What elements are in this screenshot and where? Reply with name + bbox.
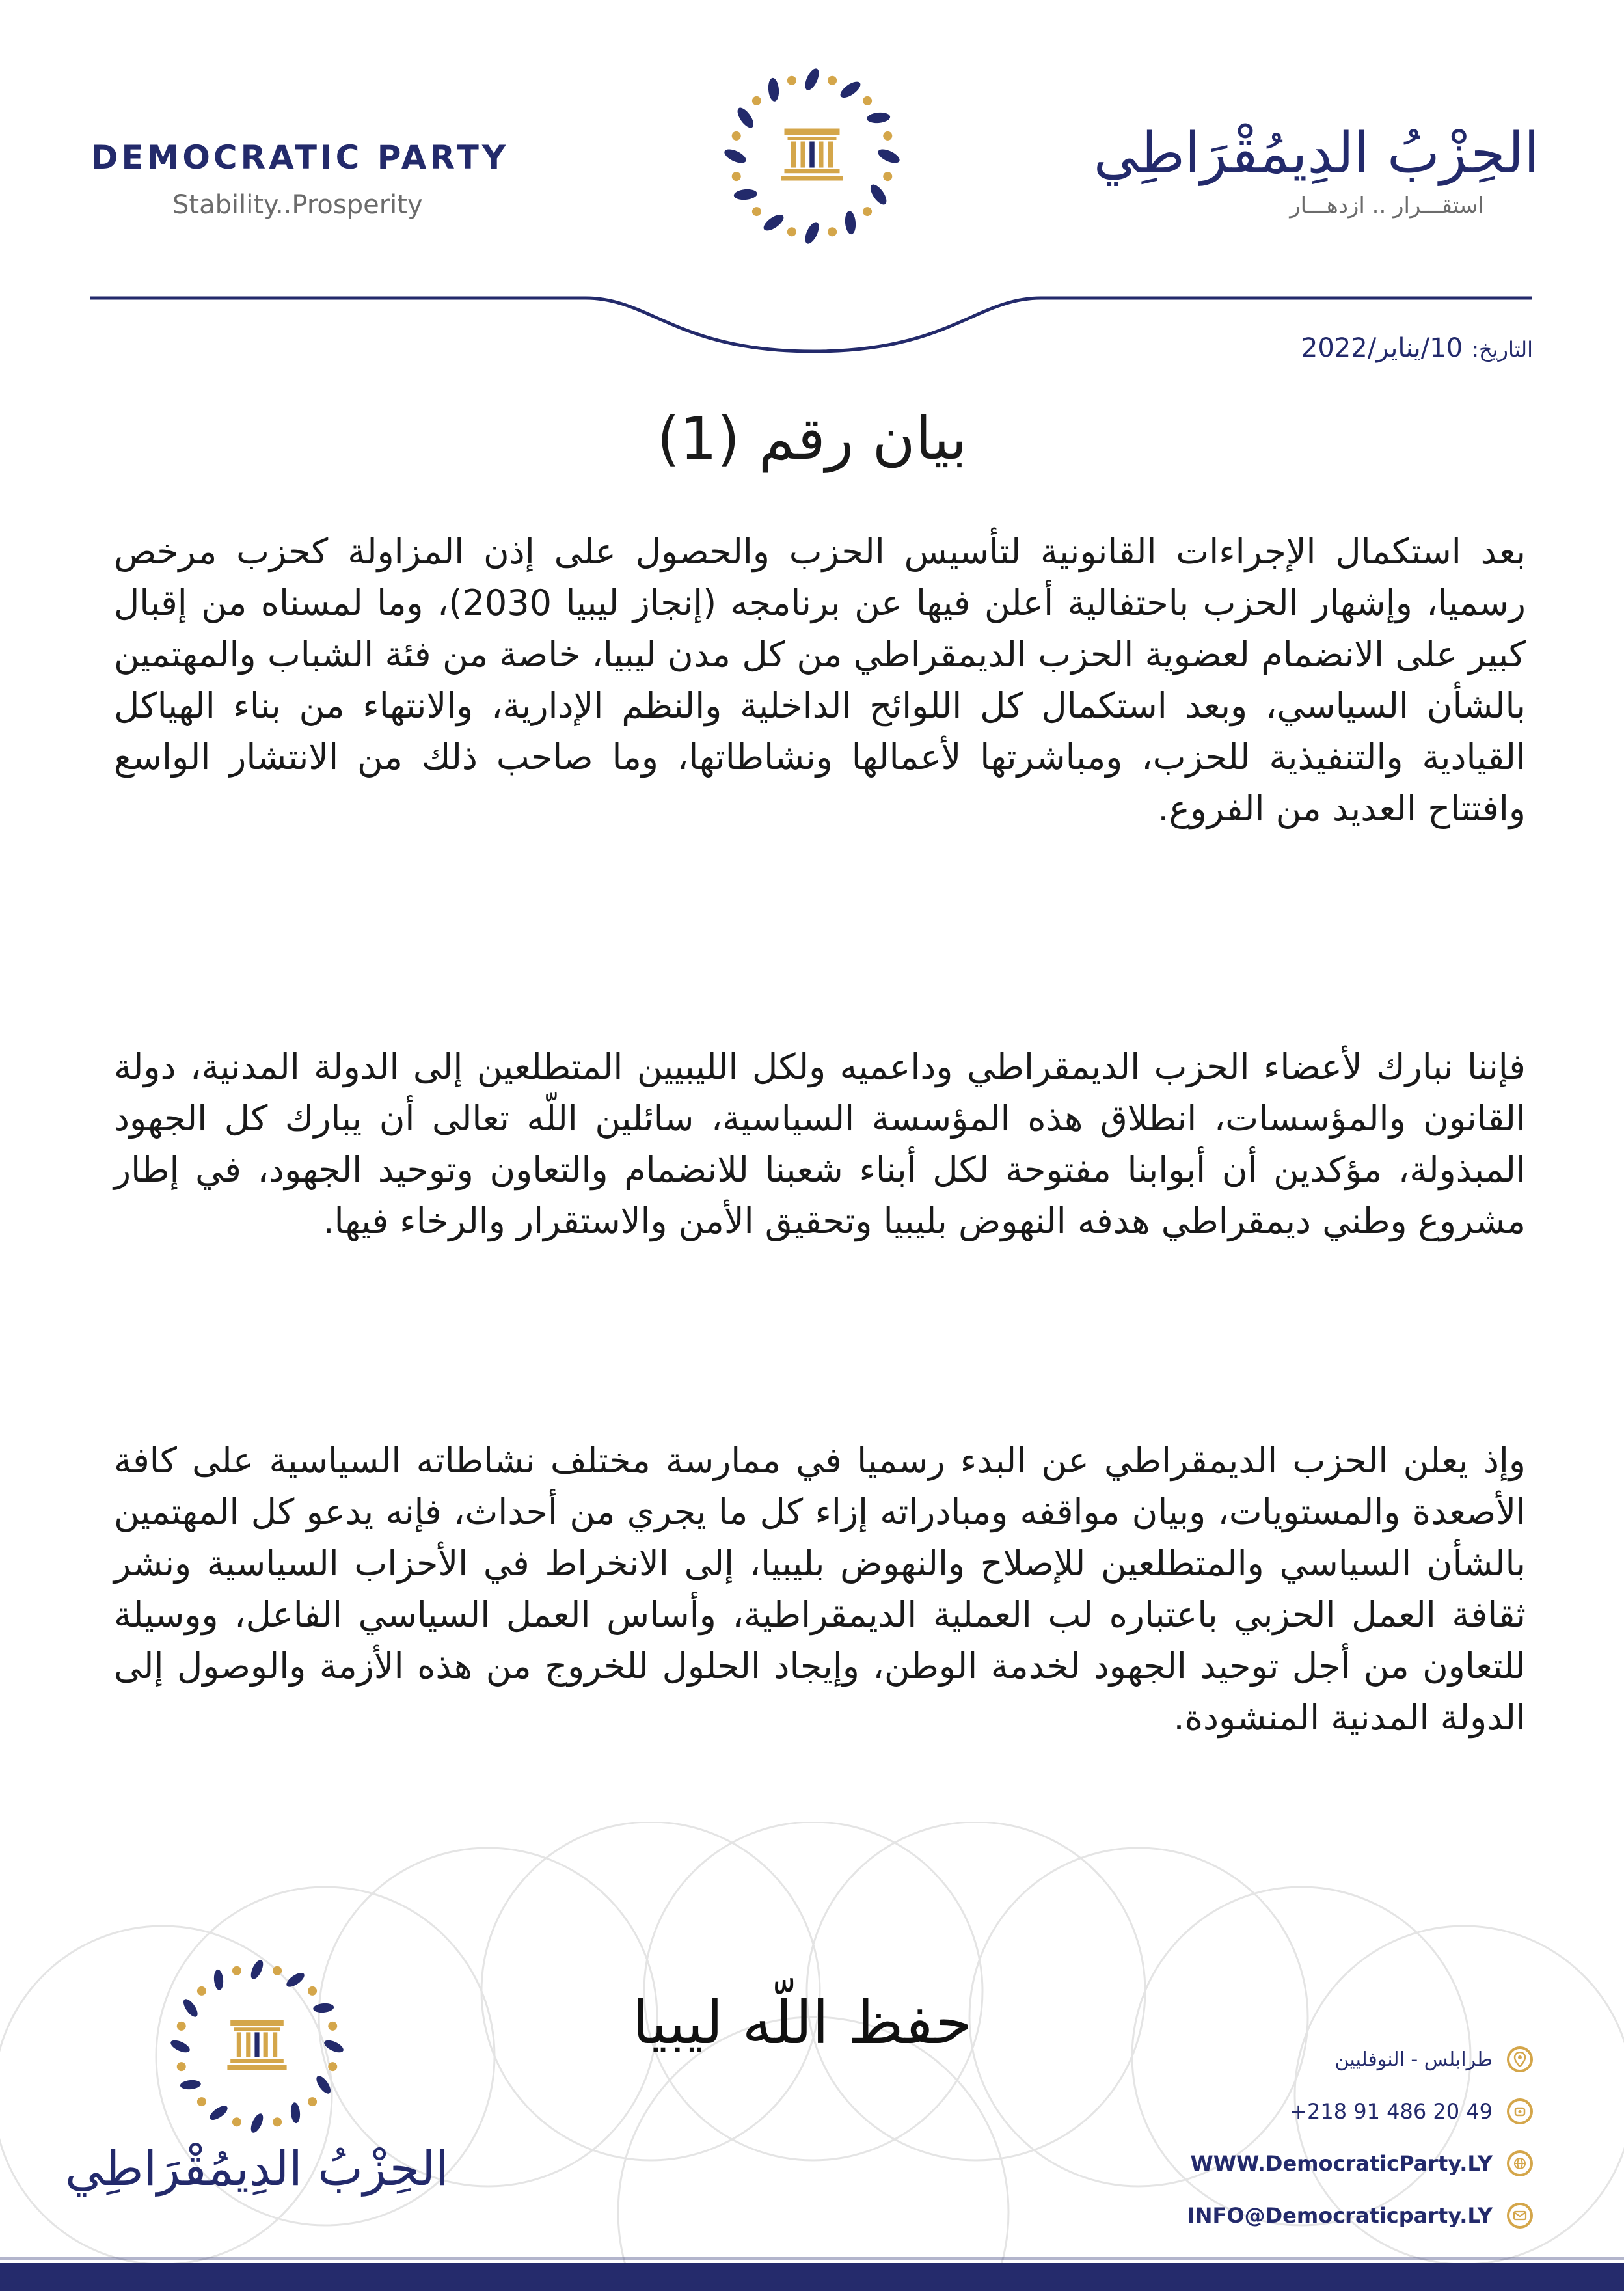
emblem-dot (272, 2117, 283, 2128)
emblem-leaf (838, 79, 863, 101)
emblem-dot (195, 2095, 208, 2108)
location-pin-icon (1507, 2046, 1533, 2072)
emblem-dot (827, 75, 838, 86)
statement-paragraph-1: بعد استكمال الإجراءات القانونية لتأسيس الحزب والحصول على إذن المزاولة كحزب مرخص رسميا، وإشهار الحزب باحتفالية أعلن فيها عن برنامجه (إنجاز ليبيا 2030)، وما لمسناه من إقبال كبير على الانضمام لعضوية الحزب الديمقراطي من كل مدن ليبيا، خاصة من فئة الشباب والمهتمين بالشأن السياسي، وبعد استكمال كل اللوائح الداخلية والنظم الإدارية، والانتهاء من بناء الهياكل القيادية والتنفيذية للحزب، ومباشرتها لأعمالها ونشاطاتها، وما صاحب ذلك من الانتشار الواسع وافتتاح العديد من الفروع. (114, 531, 1526, 829)
email-icon (1507, 2203, 1533, 2229)
emblem-dot (882, 171, 893, 182)
contact-email-row (1077, 2189, 1533, 2242)
statement-paragraph-3: وإذ يعلن الحزب الديمقراطي عن البدء رسميا في ممارسة مختلف نشاطاته السياسية على كافة الأصعدة والمستويات، وبيان مواقفه ومبادراته إزاء كل ما يجري من أحداث، فإنه يدعو كل المهتمين بالشأن السياسي والمتطلعين للإصلاح والنهوض بليبيا، إلى الانخراط في الأحزاب السياسية ونشر ثقافة العمل الحزبي باعتباره لب العملية الديمقراطية، وأساس العمل السياسي الفاعل، ووسيلة للتعاون من أجل توحيد الجهود لخدمة الوطن، وإيجاد الحلول للخروج من هذه الأزمة والوصول إلى الدولة المدنية المنشودة. (114, 1440, 1526, 1738)
emblem-dot (750, 94, 763, 107)
emblem-dot (327, 2020, 338, 2031)
emblem-leaf (802, 66, 822, 92)
statement-date (1301, 333, 1533, 363)
emblem-leaf (735, 105, 757, 131)
globe-icon (1507, 2150, 1533, 2176)
date-value: 10/يناير/2022 (1301, 333, 1463, 363)
emblem-leaf (844, 211, 856, 235)
party-emblem-logo (722, 66, 901, 245)
emblem-leaf (169, 2038, 192, 2055)
phone-icon (1507, 2098, 1533, 2124)
emblem-dot (731, 171, 742, 182)
emblem-leaf (313, 2003, 334, 2014)
emblem-leaf (767, 77, 779, 102)
footer-party-name-arabic: الحِزْبُ الدِيمُقْرَاطِي (65, 2141, 449, 2197)
statement-title: بيان رقم (1) (656, 405, 968, 473)
emblem-leaf (733, 188, 757, 200)
emblem-leaf (867, 182, 889, 208)
emblem-dot (306, 2095, 319, 2108)
contact-phone[interactable]: +218 91 486 20 49 (1290, 2099, 1493, 2124)
emblem-dot (786, 226, 797, 237)
emblem-dot (731, 130, 742, 141)
footer-emblem-logo (153, 1942, 361, 2150)
closing-phrase: حفظ اللّه ليبيا (632, 1988, 972, 2057)
contact-phone-row (1077, 2085, 1533, 2137)
emblem-leaf (290, 2102, 301, 2124)
footer-stripe (0, 2257, 1624, 2260)
emblem-dot (861, 205, 874, 218)
contact-address-row (1077, 2033, 1533, 2085)
emblem-leaf (314, 2074, 333, 2096)
footer-bar (0, 2263, 1624, 2291)
emblem-dot (195, 1985, 208, 1998)
temple-icon (781, 129, 843, 181)
temple-icon (227, 2020, 286, 2070)
contact-email[interactable]: INFO@Democraticparty.LY (1187, 2203, 1493, 2228)
emblem-dot (231, 2117, 242, 2128)
emblem-leaf (867, 111, 891, 124)
emblem-leaf (323, 2038, 345, 2055)
emblem-dot (176, 2020, 187, 2031)
emblem-dot (750, 205, 763, 218)
emblem-dot (327, 2061, 338, 2072)
contact-website[interactable]: WWW.DemocraticParty.LY (1190, 2151, 1493, 2176)
emblem-leaf (208, 2103, 230, 2122)
party-slogan-english: Stability..Prosperity (172, 190, 423, 220)
emblem-leaf (761, 211, 787, 234)
emblem-dot (861, 94, 874, 107)
emblem-leaf (249, 2112, 265, 2135)
emblem-dot (231, 1965, 242, 1976)
emblem-dot (306, 1985, 319, 1998)
party-name-arabic: الحِزْبُ الدِيمُقْرَاطِي (1093, 121, 1539, 186)
party-name-english: DEMOCRATIC PARTY (91, 139, 509, 176)
emblem-leaf (249, 1959, 265, 1981)
contact-address: طرابلس - النوفليين (1334, 2048, 1493, 2071)
emblem-dot (786, 75, 797, 86)
date-label: التاريخ: (1472, 337, 1533, 362)
emblem-leaf (180, 2080, 201, 2091)
contact-block (1077, 2033, 1533, 2242)
emblem-leaf (722, 146, 748, 166)
contact-website-row (1077, 2137, 1533, 2189)
emblem-leaf (876, 146, 901, 166)
emblem-leaf (181, 1997, 200, 2019)
emblem-dot (272, 1965, 283, 1976)
emblem-leaf (213, 1969, 224, 1990)
emblem-dot (176, 2061, 187, 2072)
emblem-leaf (284, 1970, 306, 1990)
emblem-dot (882, 130, 893, 141)
emblem-leaf (802, 220, 822, 245)
party-slogan-arabic: استقـــرار .. ازدهـــار (1290, 193, 1484, 219)
emblem-dot (827, 226, 838, 237)
statement-paragraph-2: فإننا نبارك لأعضاء الحزب الديمقراطي وداعميه ولكل الليبيين المتطلعين إلى الدولة المدنية، دولة القانون والمؤسسات، انطلاق هذه المؤسسة السياسية، سائلين اللّه تعالى أن يبارك كل الجهود المبذولة، مؤكدين أن أبوابنا مفتوحة لكل أبناء شعبنا للانضمام والتعاون وتوحيد الجهود، في إطار مشروع وطني ديمقراطي هدفه النهوض بليبيا وتحقيق الأمن والاستقرار والرخاء فيها. (114, 1046, 1526, 1241)
